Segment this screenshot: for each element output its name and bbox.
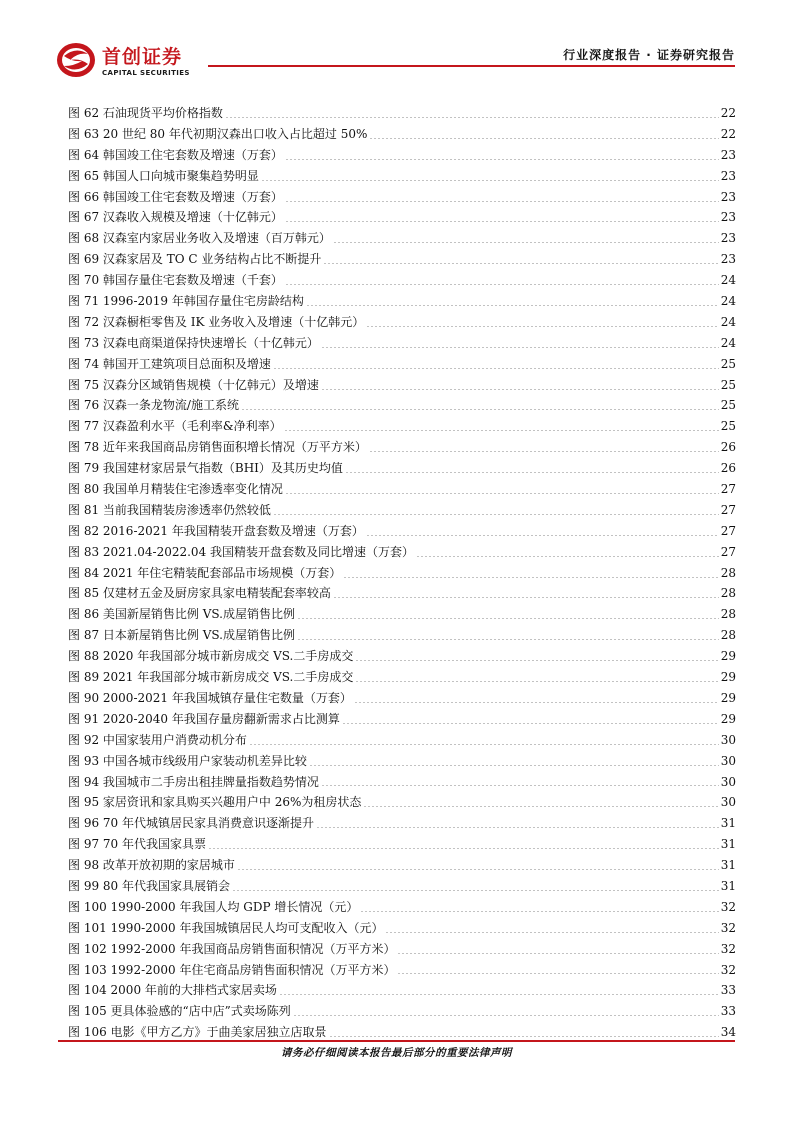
toc-entry-page: 27 [720,544,736,559]
toc-entry-page: 22 [720,126,736,141]
toc-leader-dots [261,180,719,181]
toc-leader-dots [354,702,719,703]
toc-entry-page: 32 [720,920,736,935]
toc-entry[interactable] [68,500,736,521]
toc-entry-label: 图 104 2000 年前的大排档式家居卖场 [68,983,277,998]
toc-leader-dots [363,806,718,807]
toc-entry[interactable] [68,187,736,208]
toc-entry[interactable] [68,960,736,981]
legal-notice: 请务必仔细阅读本报告最后部分的重要法律声明 [281,1047,512,1059]
toc-entry-page: 24 [720,314,736,329]
toc-leader-dots [321,785,719,786]
toc-entry-label: 图 106 电影《甲方乙方》于曲美家居独立店取景 [68,1025,327,1040]
toc-entry[interactable] [68,834,736,855]
toc-entry-page: 29 [720,649,736,664]
toc-entry-label: 图 62 石油现货平均价格指数 [68,106,223,120]
toc-entry-page: 31 [720,858,736,873]
toc-entry[interactable] [68,145,736,166]
toc-entry[interactable] [68,375,736,396]
toc-leader-dots [293,1015,719,1016]
toc-leader-dots [285,493,719,494]
toc-entry-label: 图 75 汉森分区域销售规模（十亿韩元）及增速 [68,377,319,392]
toc-entry-label: 图 83 2021.04-2022.04 我国精装开盘套数及同比增速（万套） [68,544,415,559]
toc-entry-page: 23 [720,231,736,246]
toc-leader-dots [366,535,719,536]
toc-entry-label: 图 93 中国各城市线级用户家装动机差异比较 [68,753,307,768]
toc-entry[interactable] [68,333,736,354]
toc-entry-label: 图 71 1996-2019 年韩国存量住宅房龄结构 [68,294,304,309]
toc-entry-page: 27 [720,502,736,517]
toc-entry-page: 29 [720,690,736,705]
toc-entry-label: 图 64 韩国竣工住宅套数及增速（万套） [68,147,283,162]
toc-entry[interactable] [68,354,736,375]
toc-entry-page: 24 [720,335,736,350]
toc-entry[interactable] [68,583,736,604]
toc-entry-page: 23 [720,189,736,204]
toc-entry-page: 28 [720,607,736,622]
toc-entry-page: 32 [720,941,736,956]
toc-entry-label: 图 73 汉森电商渠道保持快速增长（十亿韩元） [68,335,319,350]
toc-entry-page: 30 [720,732,736,747]
toc-leader-dots [309,765,719,766]
toc-entry-label: 图 81 当前我国精装房渗透率仍然较低 [68,502,271,517]
toc-entry-label: 图 84 2021 年住宅精装配套部品市场规模（万套） [68,565,342,580]
page-header [0,0,793,80]
toc-entry-label: 图 78 近年来我国商品房销售面积增长情况（万平方米） [68,440,367,455]
toc-leader-dots [345,472,719,473]
toc-entry-label: 图 66 韩国竣工住宅套数及增速（万套） [68,189,283,204]
toc-entry-label: 图 85 仅建材五金及厨房家具家电精装配套率较高 [68,586,331,601]
toc-entry[interactable] [68,792,736,813]
toc-entry-page: 26 [720,461,736,476]
toc-entry-page: 27 [720,523,736,538]
toc-entry-label: 图 80 我国单月精装住宅渗透率变化情况 [68,482,283,497]
toc-leader-dots [355,681,718,682]
toc-entry-label: 图 105 更具体验感的“店中店”式卖场陈列 [68,1004,291,1019]
toc-entry[interactable] [68,207,736,228]
toc-entry-page: 25 [720,377,736,392]
toc-entry-page: 24 [720,294,736,309]
toc-entry-page: 23 [720,147,736,162]
toc-leader-dots [237,869,719,870]
toc-entry-label: 图 72 汉森橱柜零售及 IK 业务收入及增速（十亿韩元） [68,314,365,329]
toc-entry-page: 31 [720,816,736,831]
toc-entry-page: 32 [720,899,736,914]
toc-entry-page: 33 [720,1004,736,1019]
toc-entry[interactable] [68,395,736,416]
toc-entry[interactable] [68,646,736,667]
logo-english-name: CAPITAL SECURITIES [102,69,190,77]
toc-leader-dots [397,953,718,954]
toc-entry-label: 图 90 2000-2021 年我国城镇存量住宅数量（万套） [68,690,352,705]
toc-leader-dots [316,827,719,828]
logo-chinese-name: 首创证券 [102,46,183,68]
toc-leader-dots [343,577,718,578]
toc-entry[interactable] [68,625,736,646]
toc-entry-label: 图 82 2016-2021 年我国精装开盘套数及增速（万套） [68,523,364,538]
header-divider [208,65,735,67]
toc-entry-label: 图 91 2020-2040 年我国存量房翻新需求占比测算 [68,711,340,726]
toc-entry[interactable] [68,437,736,458]
toc-entry-label: 图 74 韩国开工建筑项目总面积及增速 [68,356,271,371]
toc-entry-label: 图 98 改革开放初期的家居城市 [68,858,235,873]
toc-entry-label: 图 96 70 年代城镇居民家具消费意识逐渐提升 [68,816,314,831]
toc-entry-page: 27 [720,482,736,497]
toc-entry-page: 28 [720,565,736,580]
toc-leader-dots [273,368,719,369]
toc-entry[interactable] [68,939,736,960]
toc-leader-dots [306,305,719,306]
toc-entry-label: 图 77 汉森盈利水平（毛利率&净利率） [68,419,282,434]
toc-leader-dots [285,221,719,222]
toc-entry[interactable] [68,270,736,291]
toc-leader-dots [284,430,719,431]
toc-entry-label: 图 95 家居资讯和家具购买兴趣用户中 26%为租房状态 [68,795,362,810]
report-type-label: 行业深度报告 · 证券研究报告 [563,48,735,62]
toc-entry-page: 23 [720,252,736,267]
toc-entry[interactable] [68,855,736,876]
toc-entry[interactable] [68,751,736,772]
toc-entry-page: 24 [720,273,736,288]
toc-entry-page: 29 [720,711,736,726]
toc-entry-page: 31 [720,837,736,852]
toc-entry-page: 25 [720,356,736,371]
toc-leader-dots [241,409,719,410]
toc-entry-label: 图 67 汉森收入规模及增速（十亿韩元） [68,210,283,225]
toc-entry-label: 图 76 汉森一条龙物流/施工系统 [68,398,239,413]
toc-entry-label: 图 100 1990-2000 年我国人均 GDP 增长情况（元） [68,899,359,914]
toc-leader-dots [273,514,719,515]
toc-entry-page: 30 [720,753,736,768]
toc-entry-page: 29 [720,670,736,685]
toc-entry-label: 图 68 汉森室内家居业务收入及增速（百万韩元） [68,231,331,246]
toc-entry[interactable] [68,604,736,625]
toc-entry-label: 图 79 我国建材家居景气指数（BHI）及其历史均值 [68,461,343,476]
toc-entry[interactable] [68,521,736,542]
toc-leader-dots [321,389,719,390]
toc-leader-dots [369,451,719,452]
toc-entry[interactable] [68,1001,736,1022]
toc-entry-page: 31 [720,878,736,893]
toc-entry-label: 图 63 20 世纪 80 年代初期汉森出口收入占比超过 50% [68,126,368,141]
toc-leader-dots [385,932,718,933]
toc-entry-label: 图 86 美国新屋销售比例 VS.成屋销售比例 [68,607,295,622]
footer-divider [58,1040,735,1042]
toc-entry[interactable] [68,291,736,312]
toc-entry-label: 图 97 70 年代我国家具票 [68,837,206,852]
toc-entry-page: 30 [720,795,736,810]
toc-entry[interactable] [68,772,736,793]
toc-entry[interactable] [68,563,736,584]
toc-entry-label: 图 92 中国家装用户消费动机分布 [68,732,247,747]
toc-entry[interactable] [68,980,736,1001]
toc-entry[interactable] [68,166,736,187]
toc-entry[interactable] [68,709,736,730]
toc-entry[interactable] [68,876,736,897]
toc-leader-dots [333,242,719,243]
toc-entry[interactable] [68,813,736,834]
toc-entry-label: 图 65 韩国人口向城市聚集趋势明显 [68,168,259,183]
toc-leader-dots [329,1036,719,1037]
toc-entry-label: 图 70 韩国存量住宅套数及增速（千套） [68,273,283,288]
toc-leader-dots [355,660,718,661]
toc-entry-page: 23 [720,168,736,183]
toc-entry-page: 32 [720,962,736,977]
toc-leader-dots [285,284,719,285]
toc-entry-label: 图 101 1990-2000 年我国城镇居民人均可支配收入（元） [68,920,384,935]
toc-entry[interactable] [68,416,736,437]
toc-leader-dots [369,138,718,139]
figure-list [68,103,736,1043]
toc-entry[interactable] [68,312,736,333]
toc-entry-page: 28 [720,586,736,601]
toc-entry[interactable] [68,667,736,688]
toc-leader-dots [342,723,719,724]
toc-leader-dots [285,201,719,202]
toc-entry[interactable] [68,730,736,751]
toc-leader-dots [225,117,719,118]
toc-entry[interactable] [68,918,736,939]
logo-mark-icon [56,40,96,80]
toc-entry[interactable] [68,897,736,918]
toc-entry[interactable] [68,542,736,563]
toc-leader-dots [323,263,718,264]
toc-leader-dots [333,597,719,598]
toc-entry[interactable] [68,688,736,709]
toc-entry[interactable] [68,228,736,249]
toc-entry-page: 23 [720,210,736,225]
toc-entry-label: 图 87 日本新屋销售比例 VS.成屋销售比例 [68,628,295,643]
toc-entry-label: 图 94 我国城市二手房出租挂牌量指数趋势情况 [68,774,319,789]
toc-entry-label: 图 99 80 年代我国家具展销会 [68,878,230,893]
toc-entry-page: 30 [720,774,736,789]
toc-entry-page: 34 [720,1025,736,1040]
toc-entry-label: 图 89 2021 年我国部分城市新房成交 VS.二手房成交 [68,670,354,685]
toc-entry[interactable] [68,103,736,124]
toc-entry-label: 图 88 2020 年我国部分城市新房成交 VS.二手房成交 [68,649,354,664]
toc-leader-dots [397,973,718,974]
toc-leader-dots [366,326,718,327]
toc-entry[interactable] [68,479,736,500]
toc-entry-page: 25 [720,419,736,434]
toc-leader-dots [232,890,719,891]
toc-leader-dots [208,848,719,849]
toc-entry-label: 图 102 1992-2000 年我国商品房销售面积情况（万平方米） [68,941,396,956]
toc-entry-page: 28 [720,628,736,643]
toc-entry-label: 图 103 1992-2000 年住宅商品房销售面积情况（万平方米） [68,962,396,977]
toc-entry[interactable] [68,458,736,479]
toc-entry-page: 33 [720,983,736,998]
toc-leader-dots [285,159,719,160]
toc-leader-dots [297,618,719,619]
toc-entry-page: 25 [720,398,736,413]
toc-entry[interactable] [68,249,736,270]
toc-leader-dots [249,744,719,745]
toc-leader-dots [297,639,719,640]
toc-leader-dots [321,347,719,348]
toc-leader-dots [360,911,718,912]
toc-entry-label: 图 69 汉森家居及 TO C 业务结构占比不断提升 [68,252,322,267]
toc-entry[interactable] [68,124,736,145]
toc-leader-dots [279,994,719,995]
toc-entry-page: 22 [720,106,736,120]
toc-leader-dots [416,556,719,557]
toc-entry-page: 26 [720,440,736,455]
